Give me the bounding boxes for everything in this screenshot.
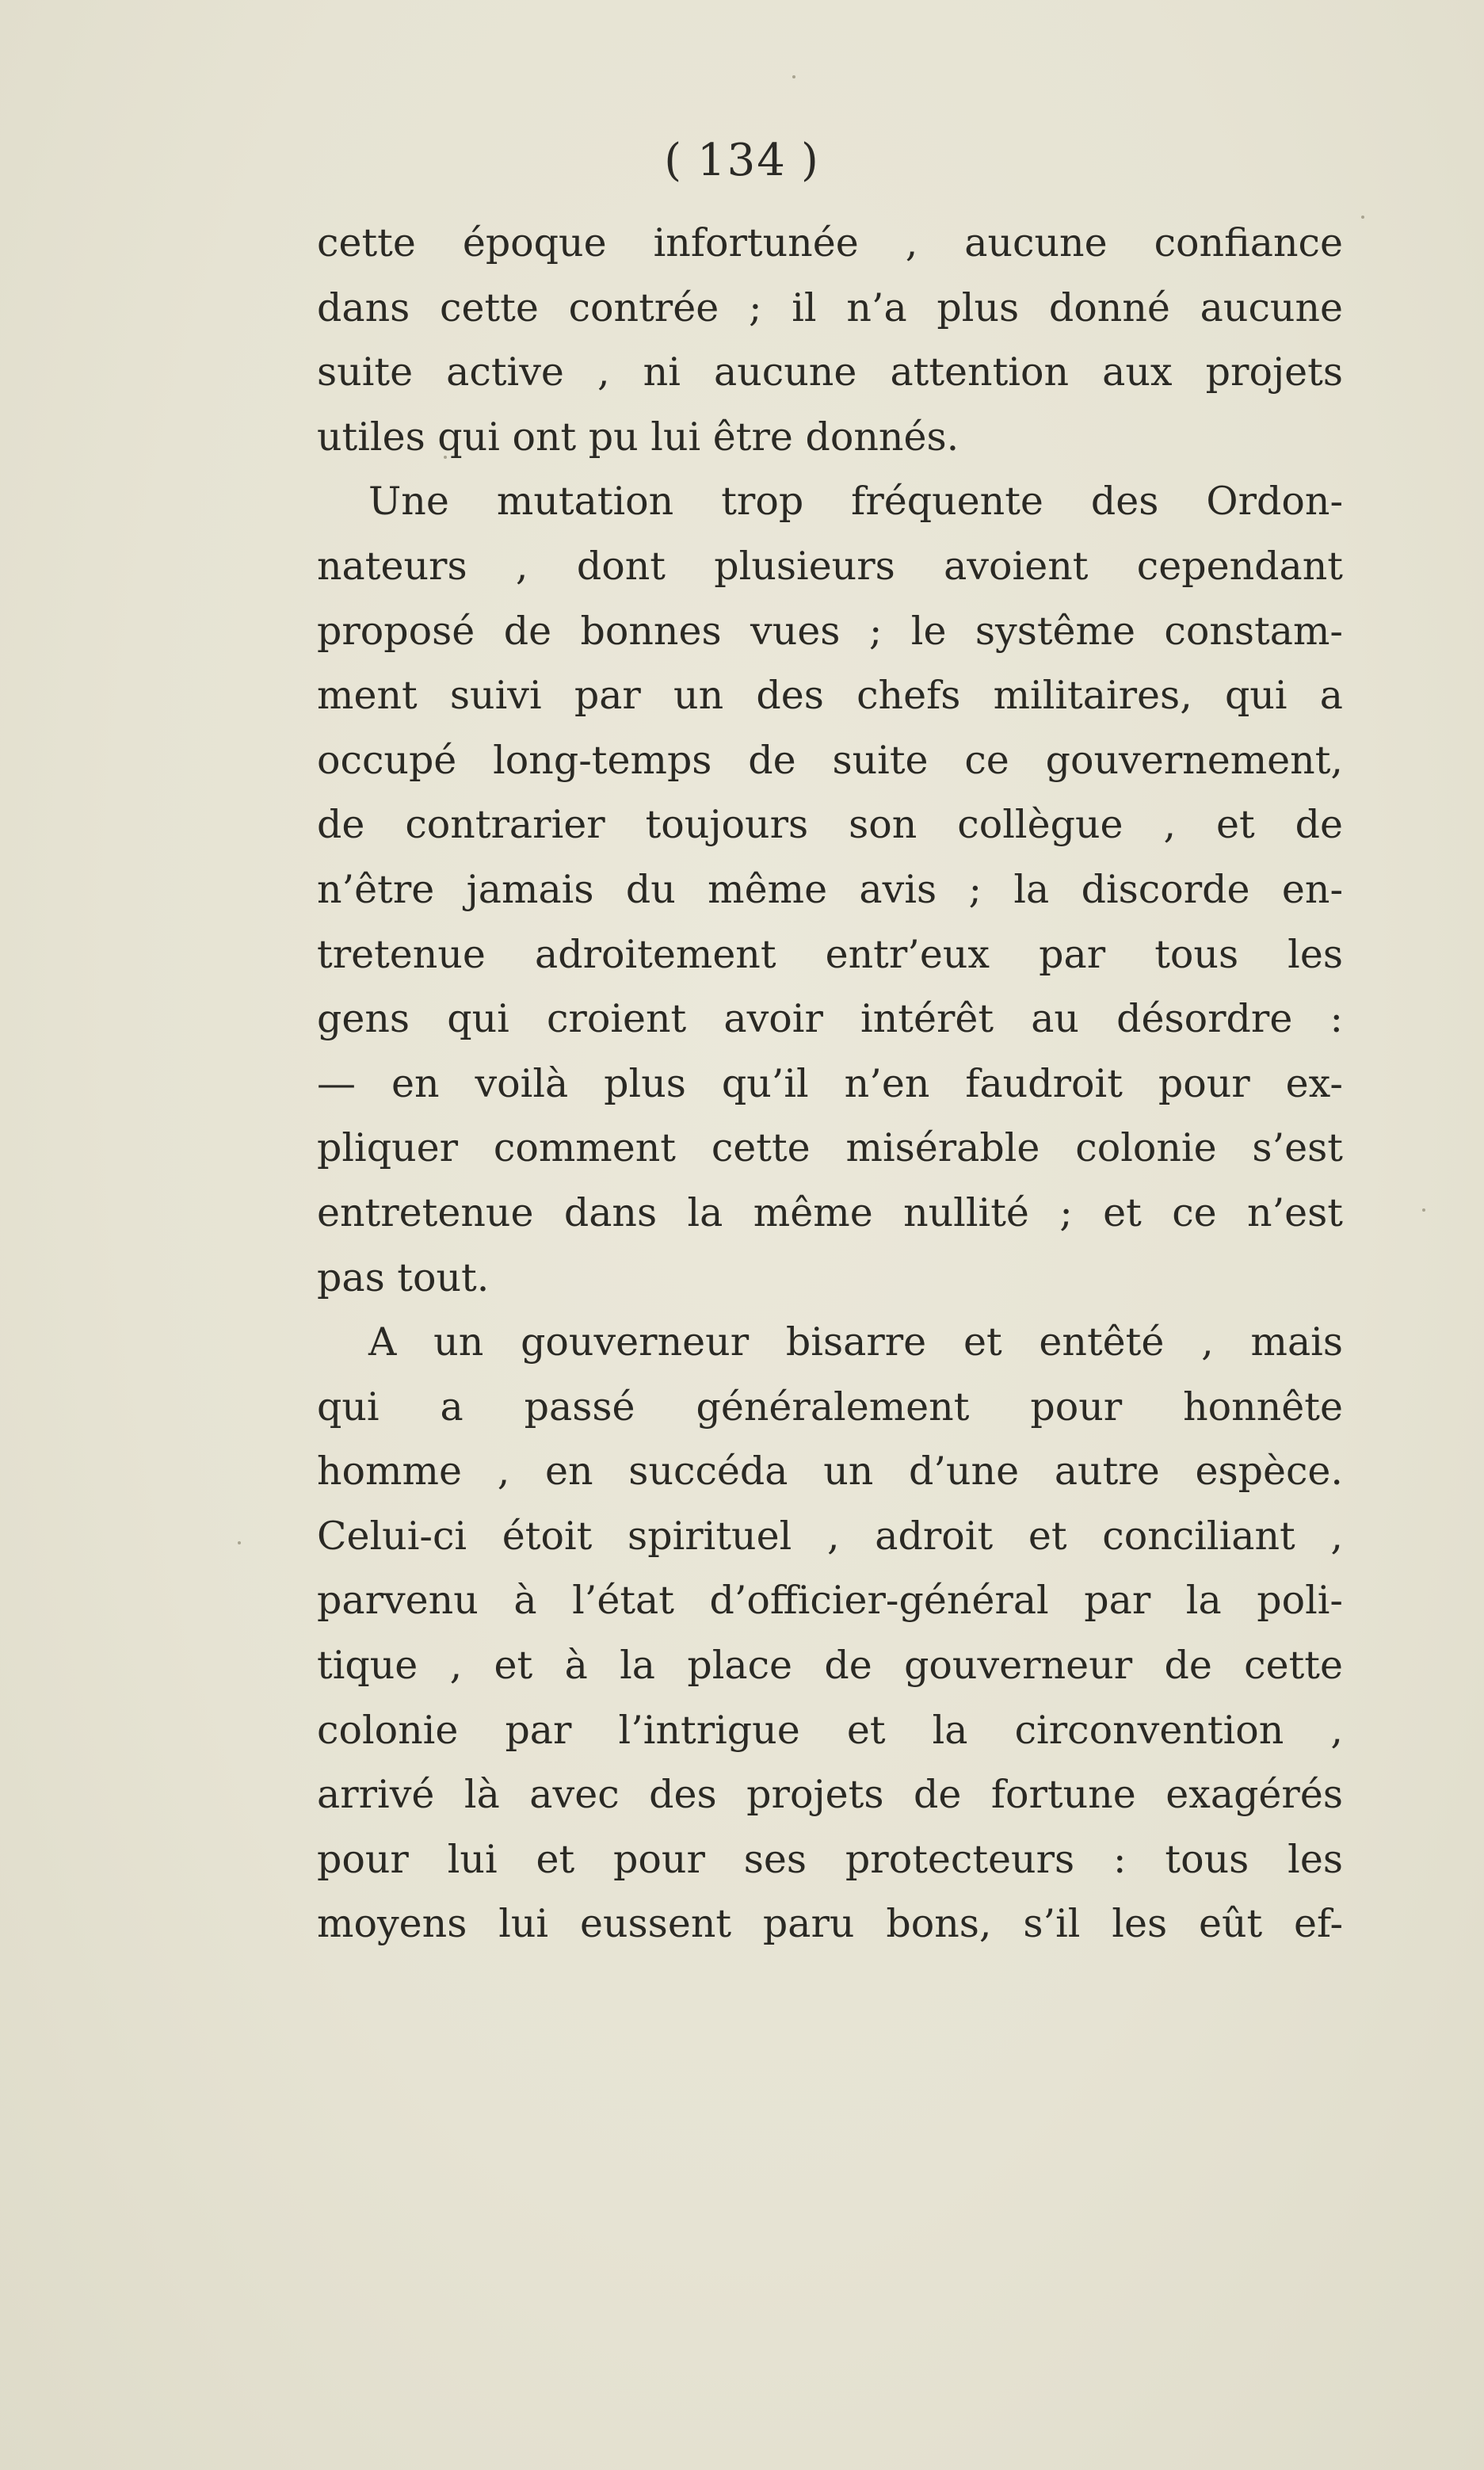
text-line: de contrarier toujours son collègue , et de (317, 802, 1343, 848)
text-line: proposé de bonnes vues ; le systême constam- (317, 608, 1343, 654)
paper-speck (792, 75, 795, 78)
text-line: suite active , ni aucune attention aux projets (317, 349, 1343, 395)
text-line: cette époque infortunée , aucune confiance (317, 220, 1343, 265)
text-line: occupé long-temps de suite ce gouvernement, (317, 737, 1343, 783)
text-line: Celui-ci étoit spirituel , adroit et conciliant , (317, 1513, 1343, 1559)
paragraph-start-line: A un gouverneur bisarre et entêté , mais (368, 1319, 1343, 1365)
body-text (317, 211, 1343, 1957)
text-line: qui a passé généralement pour honnête (317, 1384, 1343, 1430)
text-line: ment suivi par un des chefs militaires, qui a (317, 673, 1343, 719)
text-line: arrivé là avec des projets de fortune exagérés (317, 1772, 1343, 1818)
paper-speck (1422, 1208, 1425, 1212)
paper-speck (1361, 216, 1364, 219)
text-line: parvenu à l’état d’officier-général par la poli- (317, 1578, 1343, 1624)
paragraph-start-line: Une mutation trop fréquente des Ordon- (368, 479, 1343, 525)
text-line: pour lui et pour ses protecteurs : tous les (317, 1836, 1343, 1882)
text-line: tique , et à la place de gouverneur de cette (317, 1643, 1343, 1689)
text-line: — en voilà plus qu’il n’en faudroit pour ex- (317, 1060, 1343, 1106)
text-line: homme , en succéda un d’une autre espèce. (317, 1449, 1343, 1495)
text-line: pliquer comment cette misérable colonie s’est (317, 1125, 1343, 1171)
header-close-paren: ) (800, 135, 820, 186)
text-line: moyens lui eussent paru bons, s’il les eût ef- (317, 1901, 1343, 1947)
text-line: tretenue adroitement entr’eux par tous les (317, 931, 1343, 977)
page-header (0, 135, 1484, 186)
page-number: 134 (697, 135, 787, 186)
text-line: gens qui croient avoir intérêt au désordre : (317, 996, 1343, 1042)
text-line: colonie par l’intrigue et la circonvention , (317, 1707, 1343, 1753)
text-line: pas tout. (317, 1254, 490, 1300)
paper-speck (238, 1541, 241, 1544)
header-open-paren: ( (664, 135, 684, 186)
text-line: utiles qui ont pu lui être donnés. (317, 414, 959, 460)
text-line: dans cette contrée ; il n’a plus donné aucune (317, 284, 1343, 330)
text-line: nateurs , dont plusieurs avoient cependant (317, 543, 1343, 589)
text-line: n’être jamais du même avis ; la discorde en- (317, 866, 1343, 912)
text-line: entretenue dans la même nullité ; et ce n’est (317, 1189, 1343, 1235)
